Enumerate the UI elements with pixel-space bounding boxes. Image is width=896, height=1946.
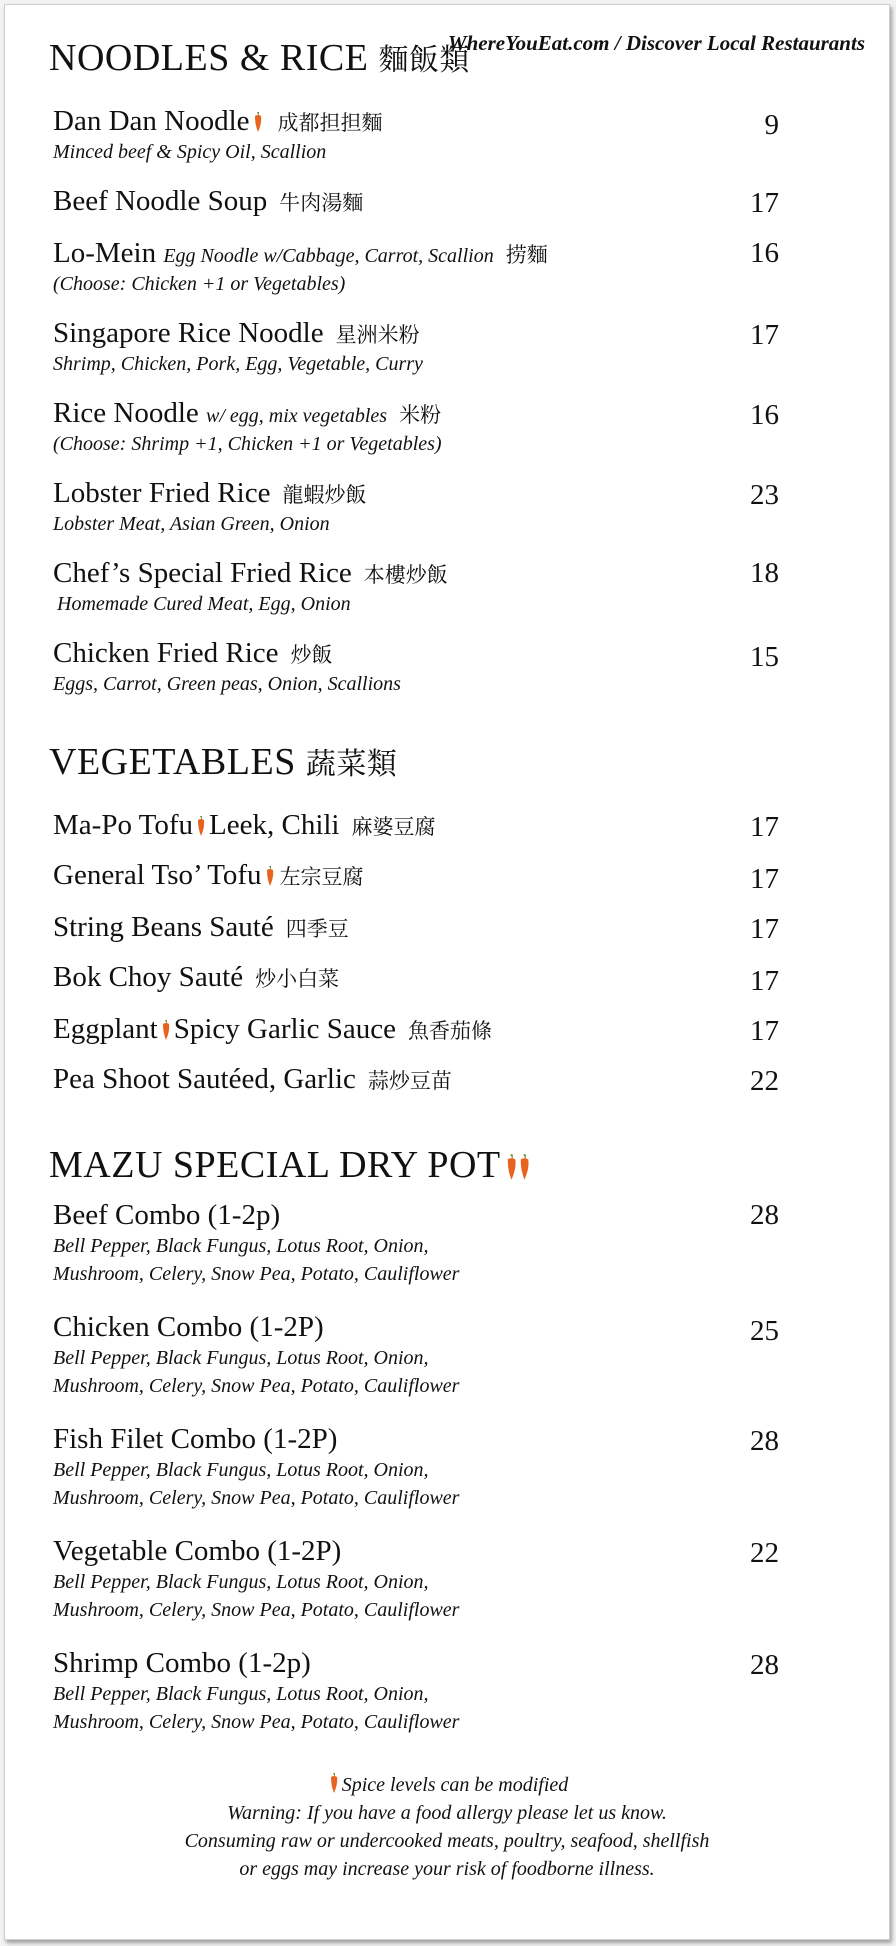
menu-page bbox=[4, 4, 890, 1940]
chili-pepper-icon bbox=[196, 815, 206, 837]
price-beef-combo: 28 bbox=[750, 1199, 779, 1231]
menu-item-singapore-rice-noodle: Singapore Rice Noodle 星洲米粉 Shrimp, Chicken, Pork, Egg, Vegetable, Curry bbox=[53, 317, 423, 375]
price-ma-po-tofu: 17 bbox=[750, 811, 779, 843]
menu-item-eggplant: Eggplant Spicy Garlic Sauce 魚香茄條 bbox=[53, 1013, 492, 1045]
menu-item-bok-choy-saute: Bok Choy Sauté 炒小白菜 bbox=[53, 961, 340, 993]
menu-item-chefs-special-fried-rice: Chef’s Special Fried Rice 本樓炒飯 Homemade Cured Meat, Egg, Onion bbox=[53, 557, 448, 615]
menu-item-ma-po-tofu: Ma-Po Tofu Leek, Chili 麻婆豆腐 bbox=[53, 809, 436, 841]
price-fish-filet-combo: 28 bbox=[750, 1425, 779, 1457]
menu-item-chicken-fried-rice: Chicken Fried Rice 炒飯 Eggs, Carrot, Green peas, Onion, Scallions bbox=[53, 637, 401, 695]
menu-item-beef-combo: Beef Combo (1-2p) Bell Pepper, Black Fungus, Lotus Root, Onion, Mushroom, Celery, Snow Pea, Potato, Cauliflower bbox=[53, 1199, 460, 1285]
price-vegetable-combo: 22 bbox=[750, 1537, 779, 1569]
chili-pepper-icon bbox=[161, 1019, 171, 1041]
section-title-noodles-rice: NOODLES & RICE 麵飯類 bbox=[49, 37, 470, 79]
chili-pepper-icon bbox=[518, 1153, 531, 1181]
menu-item-general-tso-tofu: General Tso’ Tofu 左宗豆腐 bbox=[53, 859, 364, 891]
price-singapore-rice-noodle: 17 bbox=[750, 319, 779, 351]
footer-notes bbox=[5, 1771, 889, 1883]
chili-pepper-icon bbox=[505, 1153, 518, 1181]
food-safety-line-1: Consuming raw or undercooked meats, poultry, seafood, shellfish bbox=[184, 1830, 710, 1852]
price-general-tso-tofu: 17 bbox=[750, 863, 779, 895]
price-shrimp-combo: 28 bbox=[750, 1649, 779, 1681]
menu-item-lo-mein: Lo-Mein Egg Noodle w/Cabbage, Carrot, Scallion 捞麵 (Choose: Chicken +1 or Vegetables) bbox=[53, 237, 548, 295]
price-bok-choy-saute: 17 bbox=[750, 965, 779, 997]
chili-pepper-icon bbox=[329, 1772, 339, 1794]
menu-item-pea-shoot: Pea Shoot Sautéed, Garlic 蒜炒豆苗 bbox=[53, 1063, 452, 1095]
menu-item-string-beans-saute: String Beans Sauté 四季豆 bbox=[53, 911, 349, 943]
menu-item-beef-noodle-soup: Beef Noodle Soup 牛肉湯麵 bbox=[53, 185, 364, 217]
menu-item-chicken-combo: Chicken Combo (1-2P) Bell Pepper, Black Fungus, Lotus Root, Onion, Mushroom, Celery, Snow Pea, Potato, Cauliflower bbox=[53, 1311, 460, 1397]
food-safety-line-2: or eggs may increase your risk of foodborne illness. bbox=[239, 1858, 655, 1880]
price-pea-shoot: 22 bbox=[750, 1065, 779, 1097]
menu-item-rice-noodle: Rice Noodle w/ egg, mix vegetables 米粉 (Choose: Shrimp +1, Chicken +1 or Vegetables) bbox=[53, 397, 442, 455]
allergy-warning: Warning: If you have a food allergy please let us know. bbox=[227, 1802, 667, 1824]
menu-item-shrimp-combo: Shrimp Combo (1-2p) Bell Pepper, Black Fungus, Lotus Root, Onion, Mushroom, Celery, Snow Pea, Potato, Cauliflower bbox=[53, 1647, 460, 1733]
price-dan-dan-noodle: 9 bbox=[764, 109, 779, 141]
menu-item-fish-filet-combo: Fish Filet Combo (1-2P) Bell Pepper, Black Fungus, Lotus Root, Onion, Mushroom, Celery, Snow Pea, Potato, Cauliflower bbox=[53, 1423, 460, 1509]
price-lo-mein: 16 bbox=[750, 237, 779, 269]
section-title-vegetables: VEGETABLES 蔬菜類 bbox=[49, 741, 398, 783]
section-title-dry-pot: MAZU SPECIAL DRY POT bbox=[49, 1143, 531, 1187]
price-string-beans-saute: 17 bbox=[750, 913, 779, 945]
chili-pepper-icon bbox=[265, 865, 275, 887]
watermark: WhereYouEat.com / Discover Local Restaurants bbox=[447, 31, 865, 55]
price-rice-noodle: 16 bbox=[750, 399, 779, 431]
menu-item-dan-dan-noodle: Dan Dan Noodle 成都担担麵 Minced beef & Spicy Oil, Scallion bbox=[53, 105, 383, 163]
price-chicken-fried-rice: 15 bbox=[750, 641, 779, 673]
price-chefs-special-fried-rice: 18 bbox=[750, 557, 779, 589]
price-beef-noodle-soup: 17 bbox=[750, 187, 779, 219]
menu-item-vegetable-combo: Vegetable Combo (1-2P) Bell Pepper, Black Fungus, Lotus Root, Onion, Mushroom, Celery, Snow Pea, Potato, Cauliflower bbox=[53, 1535, 460, 1621]
menu-item-lobster-fried-rice: Lobster Fried Rice 龍蝦炒飯 Lobster Meat, Asian Green, Onion bbox=[53, 477, 367, 535]
chili-pepper-icon bbox=[253, 111, 263, 133]
price-lobster-fried-rice: 23 bbox=[750, 479, 779, 511]
price-eggplant: 17 bbox=[750, 1015, 779, 1047]
price-chicken-combo: 25 bbox=[750, 1315, 779, 1347]
spice-note: Spice levels can be modified bbox=[5, 1771, 889, 1799]
